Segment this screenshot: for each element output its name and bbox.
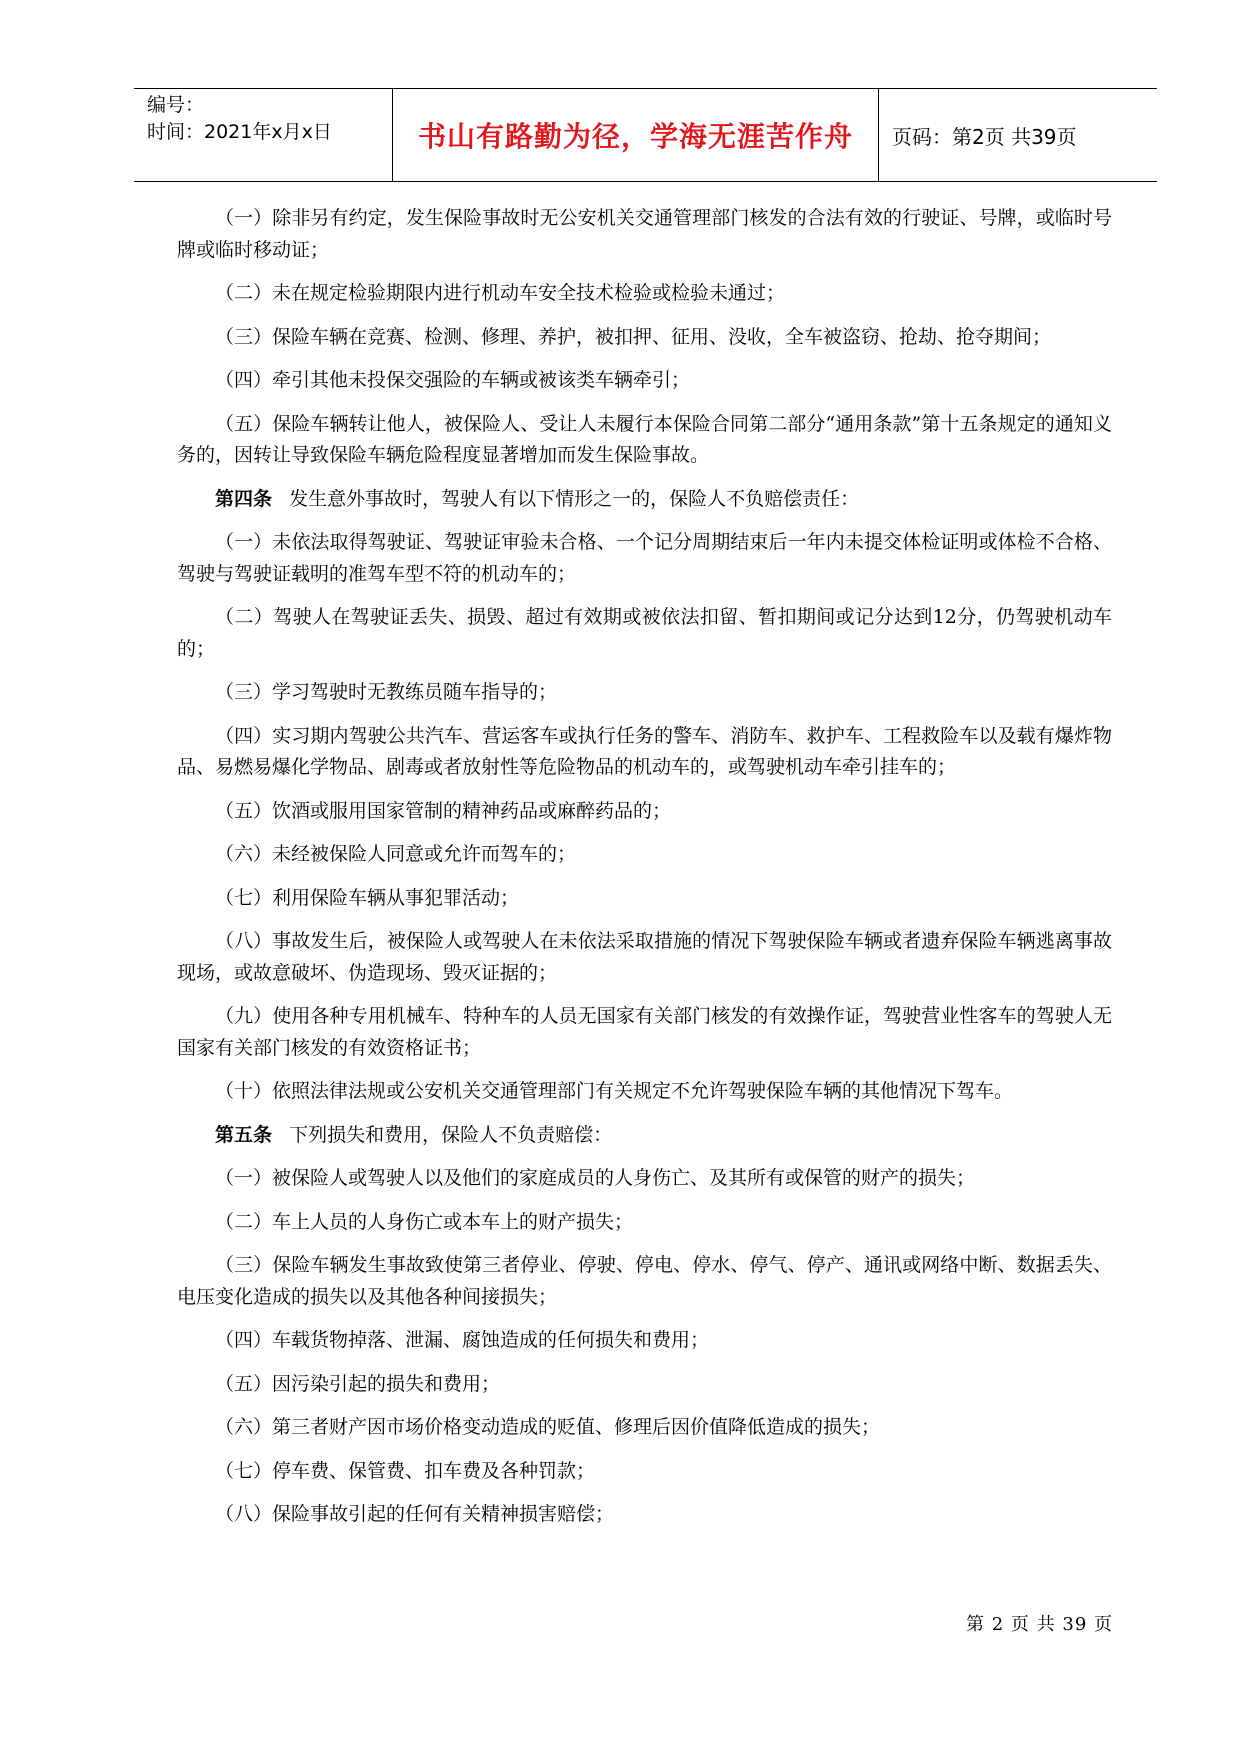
clause-paragraph [177,322,1112,354]
clause-paragraph [177,1456,1112,1488]
paragraph-text: （三）保险车辆在竞赛、检测、修理、养护，被扣押、征用、没收，全车被盗窃、抢劫、抢夺期间； [215,325,1052,348]
paragraph-text: （五）保险车辆转让他人，被保险人、受让人未履行本保险合同第二部分“通用条款”第十五条规定的通知义务的，因转让导致保险车辆危险程度显著增加而发生保险事故。 [177,412,1112,466]
document-body [177,203,1112,1543]
clause-paragraph [177,409,1112,472]
paragraph-text: （七）停车费、保管费、扣车费及各种罚款； [215,1459,596,1482]
clause-paragraph [177,1163,1112,1195]
paragraph-text: （八）保险事故引起的任何有关精神损害赔偿； [215,1503,615,1525]
clause-paragraph [177,203,1112,266]
clause-paragraph [177,1412,1112,1444]
article-number: 第四条 [215,487,273,510]
paragraph-text: （八）事故发生后，被保险人或驾驶人在未依法采取措施的情况下驾驶保险车辆或者遗弃保险车辆逃离事故现场，或故意破坏、伪造现场、毁灭证据的； [177,930,1112,984]
clause-paragraph [177,1369,1112,1401]
paragraph-text: （四）牵引其他未投保交强险的车辆或被该类车辆牵引； [215,369,691,391]
clause-paragraph [177,1250,1112,1313]
header-page-label: 页码：第2页 共39页 [892,124,1077,149]
paragraph-text: （七）利用保险车辆从事犯罪活动； [215,886,520,909]
clause-paragraph [177,1207,1112,1239]
paragraph-text: （一）被保险人或驾驶人以及他们的家庭成员的人身伤亡、及其所有或保管的财产的损失； [215,1167,976,1189]
article-number: 第五条 [215,1123,273,1146]
clause-paragraph [177,721,1112,784]
page-header [134,88,1157,182]
header-meta [134,89,393,181]
paragraph-text: （十）依照法律法规或公安机关交通管理部门有关规定不允许驾驶保险车辆的其他情况下驾车。 [215,1080,1014,1102]
clause-paragraph [177,1499,1112,1531]
paragraph-text: （四）实习期内驾驶公共汽车、营运客车或执行任务的警车、消防车、救护车、工程救险车以及载有爆炸物品、易燃易爆化学物品、剧毒或者放射性等危险物品的机动车的，或驾驶机动车牵引挂车的； [177,724,1112,778]
article-paragraph [177,484,1112,516]
clause-paragraph [177,1001,1112,1064]
header-motto: 书山有路勤为径，学海无涯苦作舟 [393,89,879,181]
clause-paragraph [177,1076,1112,1108]
clause-paragraph [177,839,1112,871]
clause-paragraph [177,926,1112,989]
clause-paragraph [177,527,1112,590]
paragraph-text: （三）保险车辆发生事故致使第三者停业、停驶、停电、停水、停气、停产、通讯或网络中断、数据丢失、电压变化造成的损失以及其他各种间接损失； [177,1254,1112,1308]
clause-paragraph [177,796,1112,828]
paragraph-text: （九）使用各种专用机械车、特种车的人员无国家有关部门核发的有效操作证，驾驶营业性客车的驾驶人无国家有关部门核发的有效资格证书； [177,1005,1112,1059]
paragraph-text: （六）第三者财产因市场价格变动造成的贬值、修理后因价值降低造成的损失； [215,1416,881,1438]
paragraph-text: （一）除非另有约定，发生保险事故时无公安机关交通管理部门核发的合法有效的行驶证、号牌，或临时号牌或临时移动证； [177,207,1112,261]
paragraph-text: 下列损失和费用，保险人不负责赔偿： [289,1123,613,1146]
paragraph-text: （五）饮酒或服用国家管制的精神药品或麻醉药品的； [215,799,672,822]
clause-paragraph [177,1325,1112,1357]
document-time-label: 时间：2021年x月x日 [147,121,332,143]
paragraph-text: （二）未在规定检验期限内进行机动车安全技术检验或检验未通过； [215,282,786,304]
page-footer: 第 2 页 共 39 页 [966,1614,1113,1635]
document-number-label: 编号： [147,94,205,116]
clause-paragraph [177,677,1112,709]
paragraph-text: （三）学习驾驶时无教练员随车指导的； [215,681,558,703]
paragraph-text: （六）未经被保险人同意或允许而驾车的； [215,843,577,865]
paragraph-text: （五）因污染引起的损失和费用； [215,1372,501,1395]
paragraph-text: 发生意外事故时，驾驶人有以下情形之一的，保险人不负赔偿责任： [289,487,860,510]
paragraph-text: （四）车载货物掉落、泄漏、腐蚀造成的任何损失和费用； [215,1329,710,1351]
clause-paragraph [177,365,1112,397]
paragraph-text: （二）驾驶人在驾驶证丢失、损毁、超过有效期或被依法扣留、暂扣期间或记分达到12分，仍驾驶机动车的； [177,606,1112,660]
clause-paragraph [177,883,1112,915]
clause-paragraph [177,278,1112,310]
paragraph-text: （二）车上人员的人身伤亡或本车上的财产损失； [215,1210,634,1233]
article-paragraph [177,1120,1112,1152]
paragraph-text: （一）未依法取得驾驶证、驾驶证审验未合格、一个记分周期结束后一年内未提交体检证明或体检不合格、驾驶与驾驶证载明的准驾车型不符的机动车的； [177,531,1112,585]
clause-paragraph [177,602,1112,665]
